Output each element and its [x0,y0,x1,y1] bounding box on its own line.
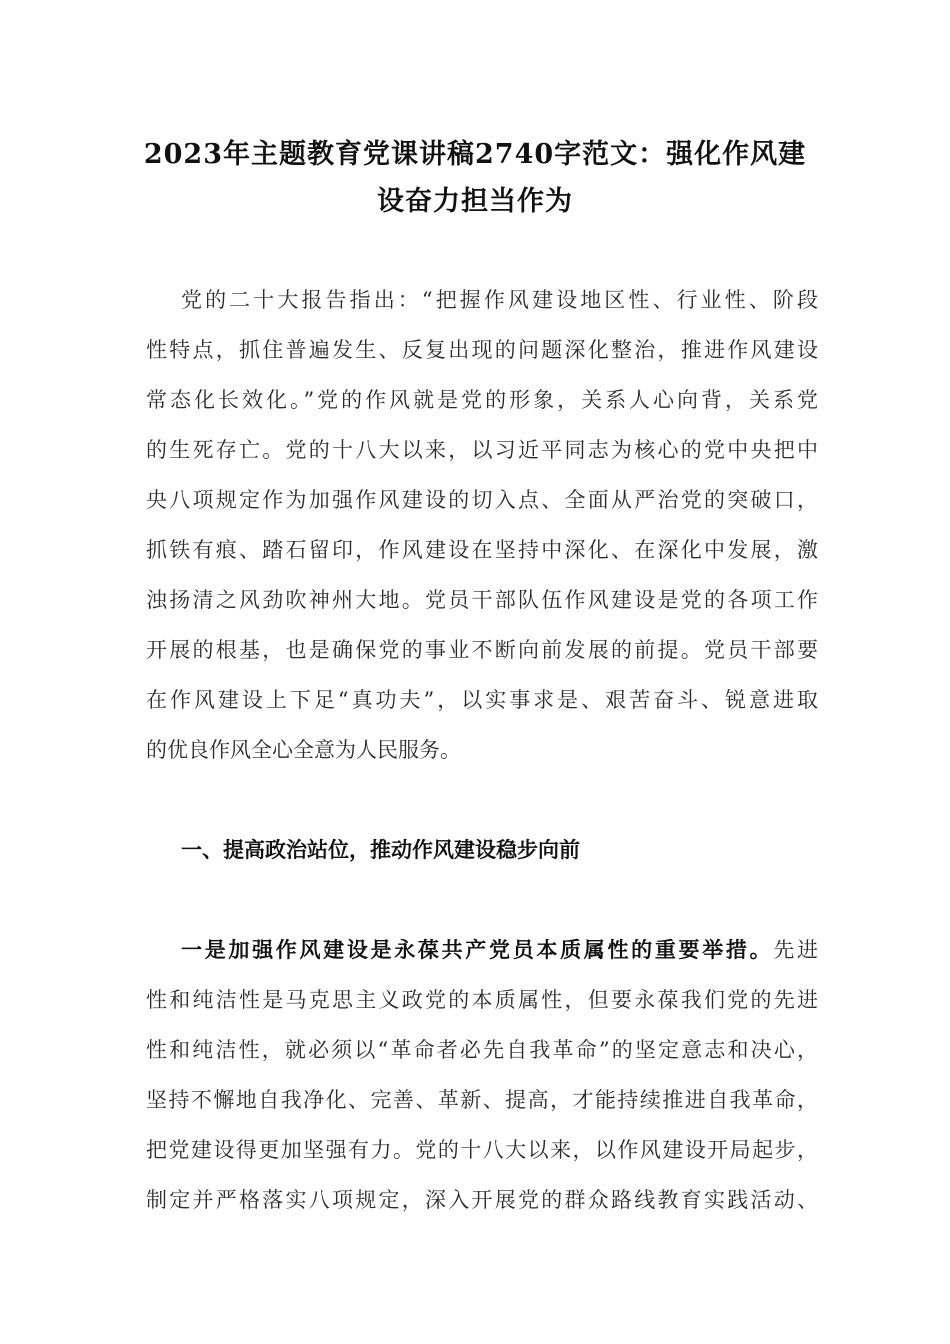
para2-line-3: 性和纯洁性，就必须以“革命者必先自我革命”的坚定意志和决心， [146,1038,818,1062]
para2-line-5: 把党建设得更加坚强有力。党的十八大以来，以作风建设开局起步， [146,1138,818,1162]
para2-line-2: 性和纯洁性是马克思主义政党的本质属性，但要永葆我们党的先进 [146,988,818,1012]
intro-line-1: 党的二十大报告指出：“把握作风建设地区性、行业性、阶段 [181,288,818,312]
intro-line-9: 在作风建设上下足“真功夫”，以实事求是、艰苦奋斗、锐意进取 [146,688,818,712]
para2-lead-bold: 一是加强作风建设是永葆共产党员本质属性的重要举措。 [181,937,774,962]
intro-line-7: 浊扬清之风劲吹神州大地。党员干部队伍作风建设是党的各项工作 [146,588,818,612]
intro-line-2: 性特点，抓住普遍发生、反复出现的问题深化整治，推进作风建设 [146,338,818,362]
para2-line-4: 坚持不懈地自我净化、完善、革新、提高，才能持续推进自我革命， [146,1088,818,1112]
intro-line-6: 抓铁有痕、踏石留印，作风建设在坚持中深化、在深化中发展，激 [146,538,818,562]
para2-lead-tail: 先进 [773,938,818,962]
intro-line-3: 常态化长效化。”党的作风就是党的形象，关系人心向背，关系党 [146,388,818,412]
section-heading: 一、提高政治站位，推动作风建设稳步向前 [181,837,580,862]
intro-line-4: 的生死存亡。党的十八大以来，以习近平同志为核心的党中央把中 [146,438,818,462]
intro-line-5: 央八项规定作为加强作风建设的切入点、全面从严治党的突破口， [146,488,818,512]
intro-line-8: 开展的根基，也是确保党的事业不断向前发展的前提。党员干部要 [146,638,818,662]
document-title-line-1: 2023年主题教育党课讲稿2740字范文：强化作风建 [143,139,807,170]
document-title-line-2: 设奋力担当作为 [377,186,573,217]
intro-line-10: 的优良作风全心全意为人民服务。 [146,738,461,762]
para2-line-1 [181,937,818,963]
para2-line-6: 制定并严格落实八项规定，深入开展党的群众路线教育实践活动、 [146,1188,818,1212]
